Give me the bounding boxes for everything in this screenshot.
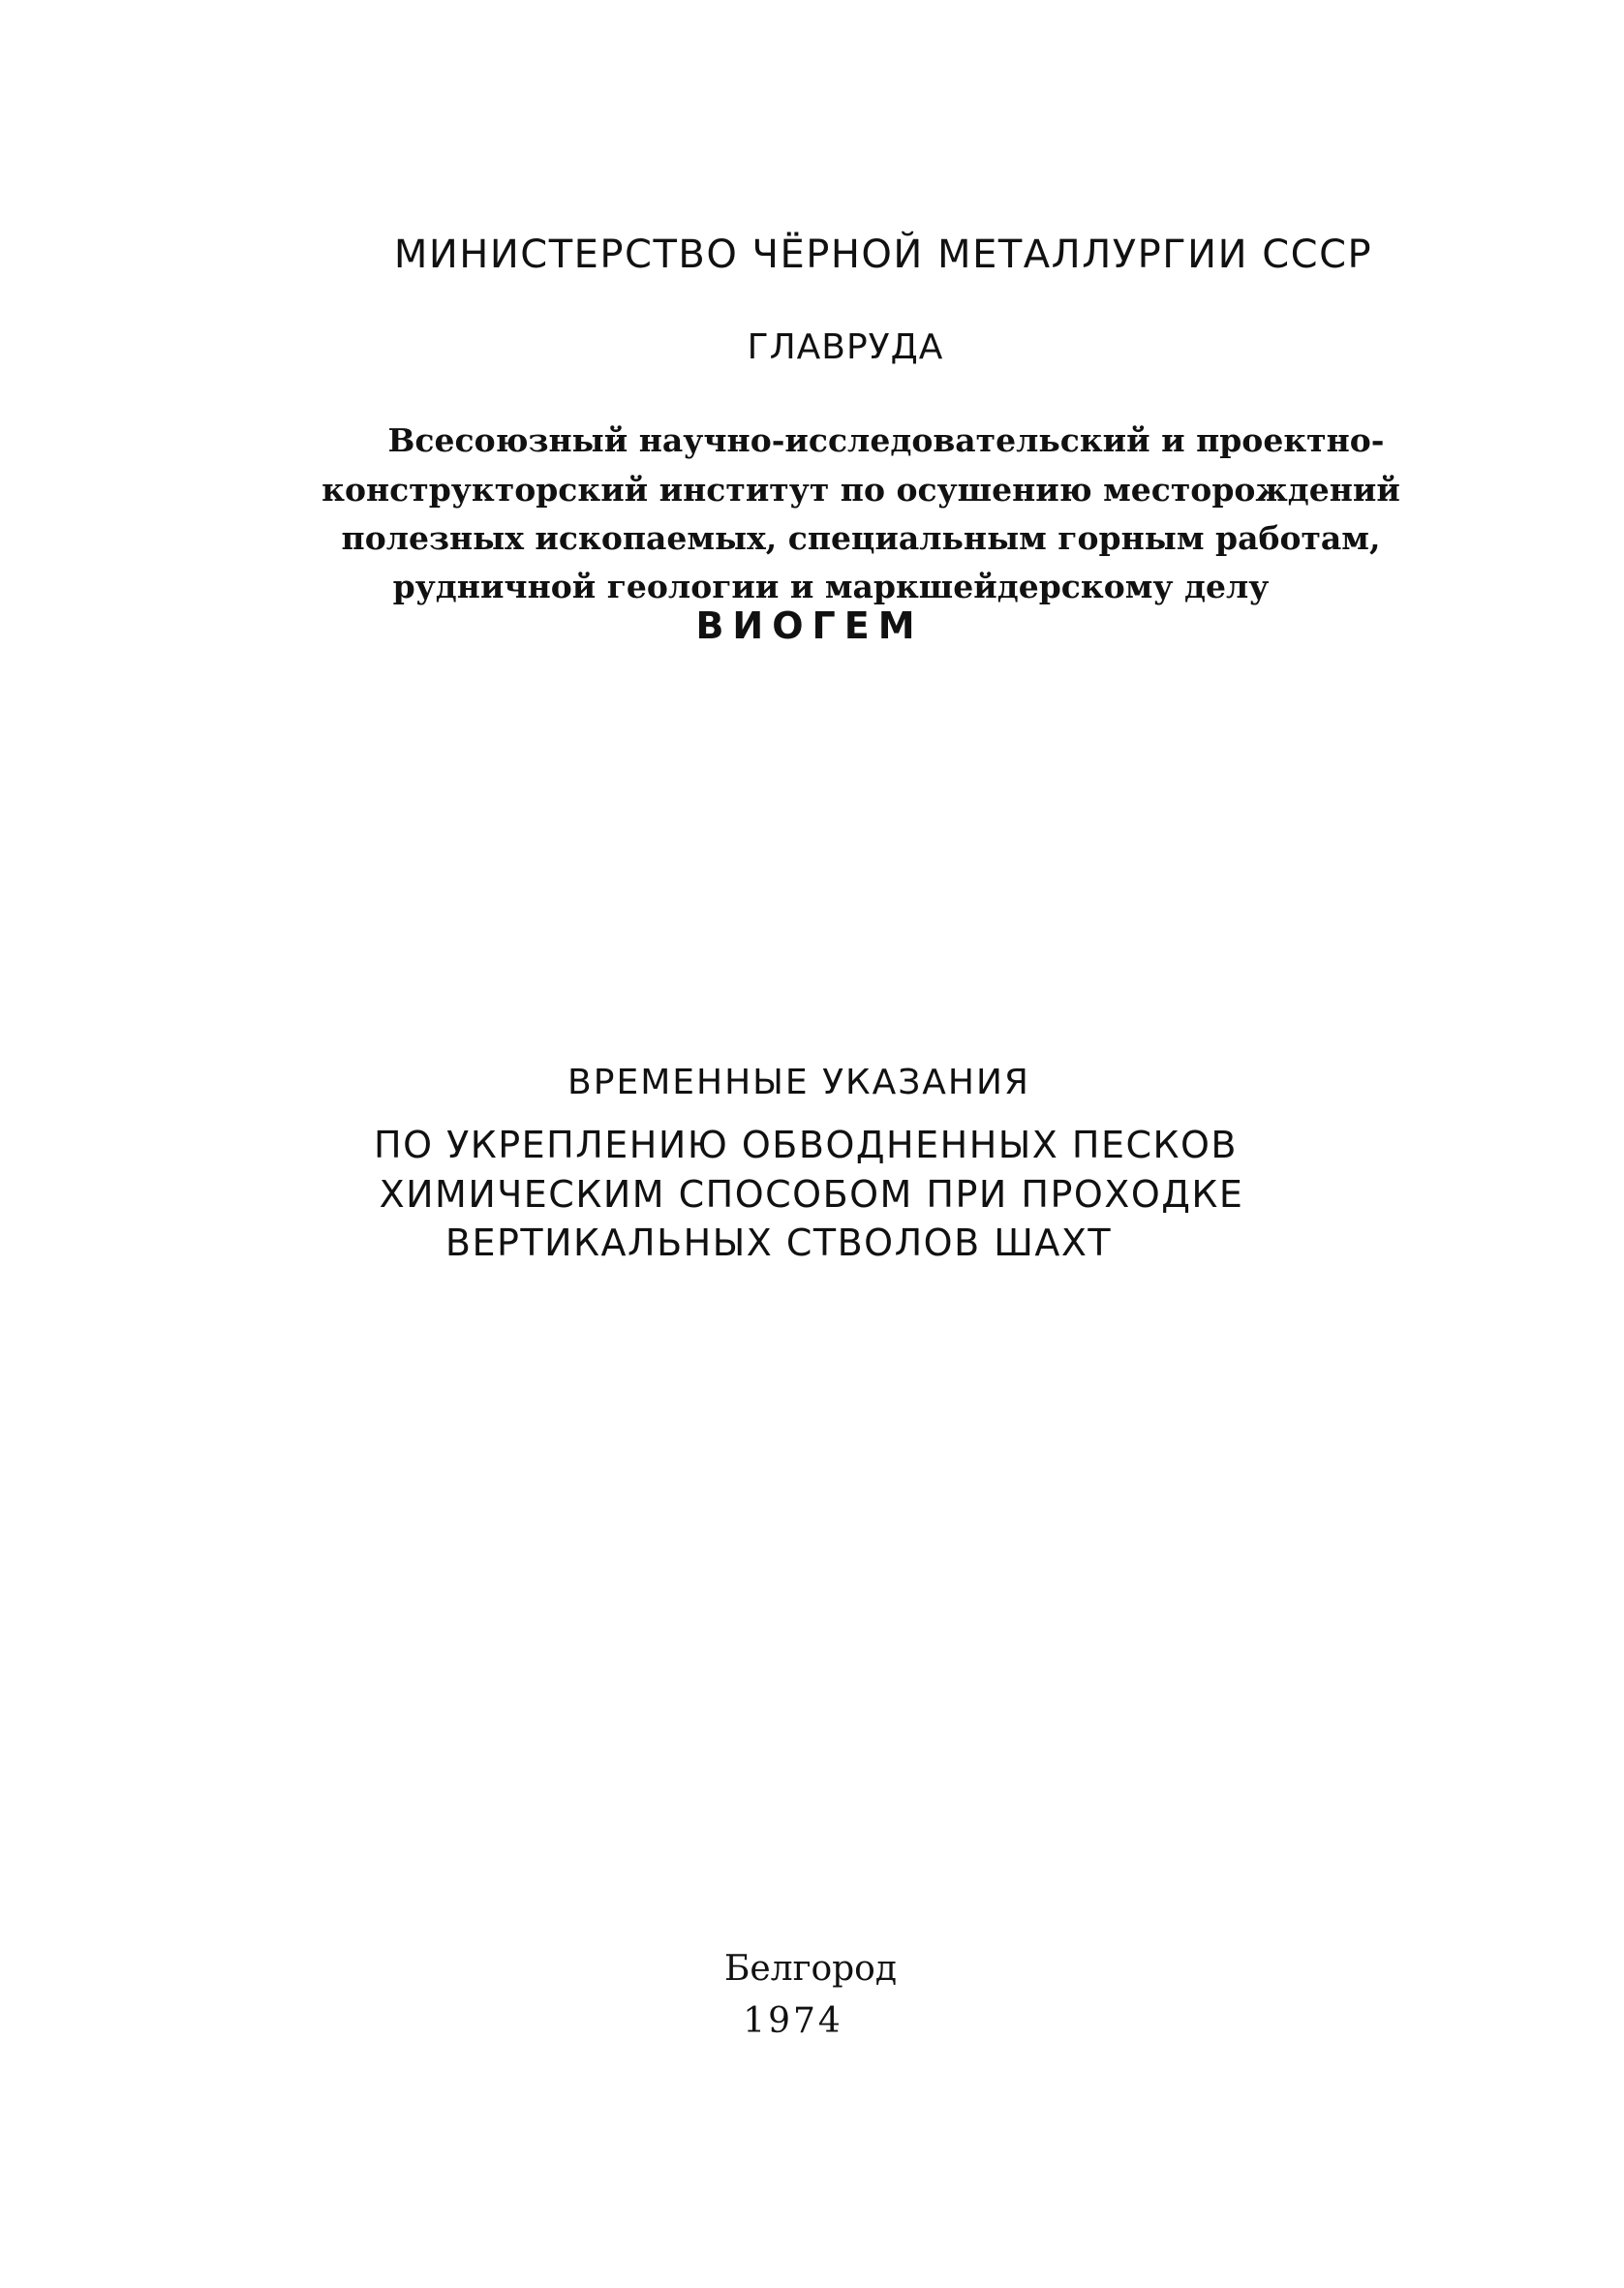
department-name: ГЛАВРУДА: [747, 327, 944, 367]
document-type: ВРЕМЕННЫЕ УКАЗАНИЯ: [567, 1063, 1030, 1102]
document-subject-line-3: ВЕРТИКАЛЬНЫХ СТВОЛОВ ШАХТ: [444, 1221, 1113, 1264]
institute-line-3: полезных ископаемых, специальным горным работам,: [341, 519, 1381, 557]
institute-line-4: рудничной геологии и маркшейдерскому делу: [392, 568, 1270, 605]
institute-line-1: Всесоюзный научно-исследовательский и проектно-: [387, 421, 1385, 459]
ministry-name: МИНИСТЕРСТВО ЧЁРНОЙ МЕТАЛЛУРГИИ СССР: [393, 232, 1373, 277]
document-subject-line-2: ХИМИЧЕСКИМ СПОСОБОМ ПРИ ПРОХОДКЕ: [379, 1173, 1244, 1216]
document-subject-line-1: ПО УКРЕПЛЕНИЮ ОБВОДНЕННЫХ ПЕСКОВ: [374, 1124, 1238, 1166]
imprint-year: 1974: [743, 2001, 843, 2041]
imprint-city: Белгород: [723, 1949, 898, 1989]
institute-abbreviation: ВИОГЕМ: [695, 604, 924, 647]
institute-line-2: конструкторский институт по осушению месторождений: [322, 471, 1400, 509]
